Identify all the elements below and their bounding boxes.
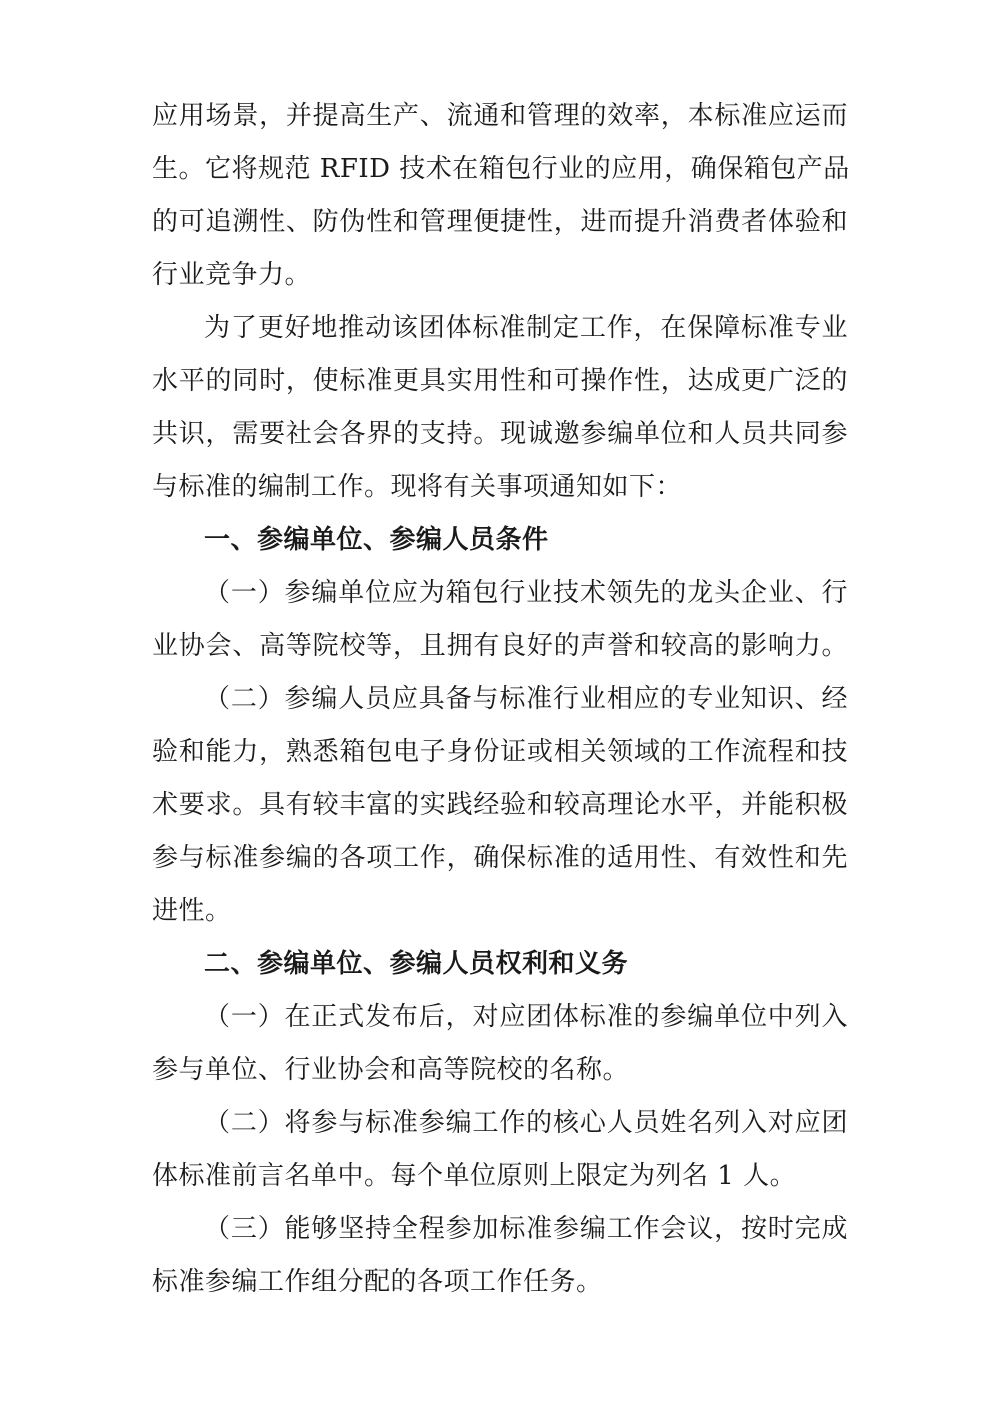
paragraph-line: （三）能够坚持全程参加标准参编工作会议，按时完成 (204, 1214, 848, 1244)
paragraph-line: 进性。 (152, 896, 232, 926)
paragraph-line: （二）将参与标准参编工作的核心人员姓名列入对应团 (204, 1108, 848, 1138)
paragraph-line: 行业竞争力。 (152, 260, 312, 290)
paragraph-line: 的可追溯性、防伪性和管理便捷性，进而提升消费者体验和 (152, 207, 848, 237)
paragraph-line: 生。它将规范 RFID 技术在箱包行业的应用，确保箱包产品 (152, 154, 850, 184)
paragraph-line: 业协会、高等院校等，且拥有良好的声誉和较高的影响力。 (152, 631, 848, 661)
section-heading: 一、参编单位、参编人员条件 (204, 525, 549, 555)
paragraph-line: 为了更好地推动该团体标准制定工作，在保障标准专业 (204, 313, 848, 343)
paragraph-line: 验和能力，熟悉箱包电子身份证或相关领域的工作流程和技 (152, 737, 848, 767)
paragraph-line: 参与标准参编的各项工作，确保标准的适用性、有效性和先 (152, 843, 848, 873)
paragraph-line: （二）参编人员应具备与标准行业相应的专业知识、经 (204, 684, 848, 714)
paragraph-line: （一）在正式发布后，对应团体标准的参编单位中列入 (204, 1002, 848, 1032)
paragraph-line: （一）参编单位应为箱包行业技术领先的龙头企业、行 (204, 578, 848, 608)
paragraph-line: 应用场景，并提高生产、流通和管理的效率，本标准应运而 (152, 101, 848, 131)
paragraph-line: 体标准前言名单中。每个单位原则上限定为列名 1 人。 (152, 1161, 797, 1191)
paragraph-line: 标准参编工作组分配的各项工作任务。 (152, 1267, 603, 1297)
section-heading: 二、参编单位、参编人员权利和义务 (204, 949, 629, 979)
paragraph-line: 术要求。具有较丰富的实践经验和较高理论水平，并能积极 (152, 790, 848, 820)
paragraph-line: 与标准的编制工作。现将有关事项通知如下： (152, 472, 683, 502)
paragraph-line: 共识，需要社会各界的支持。现诚邀参编单位和人员共同参 (152, 419, 848, 449)
paragraph-line: 水平的同时，使标准更具实用性和可操作性，达成更广泛的 (152, 366, 848, 396)
paragraph-line: 参与单位、行业协会和高等院校的名称。 (152, 1055, 630, 1085)
